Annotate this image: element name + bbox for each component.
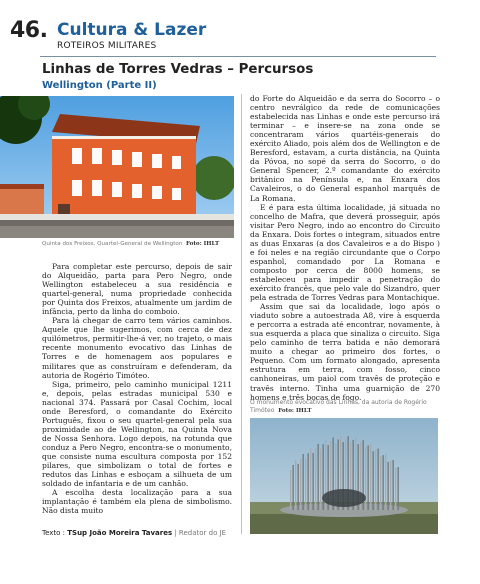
photo1-credit: Foto: IHLT bbox=[185, 241, 220, 247]
paragraph: Para completar este percurso, depois de sair do Alqueidão, parta para Pero Negro, onde Wellington estabeleceu a sua residência e quartel-general, numa propriedade conhecida por Quinta dos Freixos, atualmente um jardim de infância, perto da linha do comboio. bbox=[42, 262, 232, 317]
monument-photo bbox=[250, 418, 438, 534]
paragraph: E é para esta última localidade, já situada no concelho de Mafra, que deverá prosseguir, após visitar Pero Negro, indo ao encontro do Circuito da Enxara. Dois fortes o integram, situados entre as duas Enxaras (a dos Cavaleiros e a do Bispo ) e foi neles e na região circundante que o Corpo espanhol, comandado por La Romana e composto por cerca de 8000 homens, se estabeleceu para impedir a penetração do exército francês, que pelo vale do Sizandro, quer pela estrada de Torres Vedras para Montachique. bbox=[250, 202, 440, 303]
credit-role: | Redator do JE bbox=[172, 529, 227, 537]
section-title: Cultura & Lazer bbox=[57, 20, 207, 40]
photo2-caption bbox=[250, 399, 440, 415]
photo1-caption-text: Quinta dos Freixos, Quartel-General de Wellington bbox=[42, 241, 183, 247]
paragraph: Para lá chegar de carro tem vários caminhos. Aquele que lhe sugerimos, com cerca de dez quilómetros, permitir-lhe-á ver, no trajeto, o mais recente monumento evocativo das Linhas de Torres e de homenagem aos populares e militares que as construíram e defenderam, da autoria de Rogério Timóteo. bbox=[42, 316, 232, 380]
photo1-caption bbox=[42, 241, 236, 247]
paragraph: Assim que sai da localidade, logo após o viaduto sobre a autoestrada A8, vire à esquerda e percorra a estrada até encontrar, novamente, à sua esquerda a placa que sinaliza o circuito. Siga pelo caminho de terra batida e não demorará muito a chegar ao primeiro dos fortes, o Pequeno. Com um formato alongado, apresenta estrutura em terra, com fosso, cinco canhoneiras, um paiol com travês de proteção e travês interno. Tinha uma guarnição de 270 homens e três bocas de fogo. bbox=[250, 302, 440, 402]
paragraph: Siga, primeiro, pelo caminho municipal 1211 e, depois, pelas estradas municipal 530 e nacional 374. Passará por Casal Cochim, local onde Beresford, o comandante do Exército Português, fixou o seu quartel-general pela sua proximidade ao de Wellington, na Quinta Nova de Nossa Senhora. Logo depois, na rotunda que conduz a Pero Negro, encontra-se o monumento, que consiste numa escultura composta por 152 pilares, que simbolizam o total de fortes e redutos das Linhas e esboçam a silhueta de um soldado de infantaria e de um canhão. bbox=[42, 379, 232, 489]
header-rule bbox=[40, 56, 436, 57]
subsection-title: ROTEIROS MILITARES bbox=[57, 41, 157, 51]
photo2-credit: Foto: IHLT bbox=[278, 407, 312, 414]
article-title: Linhas de Torres Vedras – Percursos bbox=[42, 62, 314, 77]
column-divider bbox=[241, 94, 242, 534]
photo2-caption-text: O monumento evocativo das Linhas, da autoria de Rogério Timóteo bbox=[250, 399, 427, 414]
page-number: 46. bbox=[10, 18, 48, 43]
left-column bbox=[42, 262, 232, 515]
quinta-dos-freixos-photo bbox=[0, 96, 234, 238]
paragraph: do Forte do Alqueidão e da serra do Socorro – o centro nevrálgico da rede de comunicações estabelecida nas Linhas e onde este percurso irá terminar – e insere-se na zona onde se concentraram vários quartéis-generais do exército Aliado, pois além dos de Wellington e de Beresford, estavam, a curta distância, na Quinta da Póvoa, no sopé da serra do Socorro, o do General Spencer, 2.º comandante do exército britânico na Península e, na Enxara dos Cavaleiros, o do General espanhol marquês de La Romana. bbox=[250, 94, 440, 203]
article-credit bbox=[42, 529, 226, 537]
right-column bbox=[250, 94, 440, 402]
credit-prefix: Texto : bbox=[42, 529, 68, 537]
paragraph: A escolha desta localização para a sua implantação é também ela plena de simbolismo. Não dista muito bbox=[42, 488, 232, 516]
credit-author: TSup João Moreira Tavares bbox=[67, 529, 173, 537]
article-subtitle: Wellington (Parte II) bbox=[42, 80, 157, 91]
